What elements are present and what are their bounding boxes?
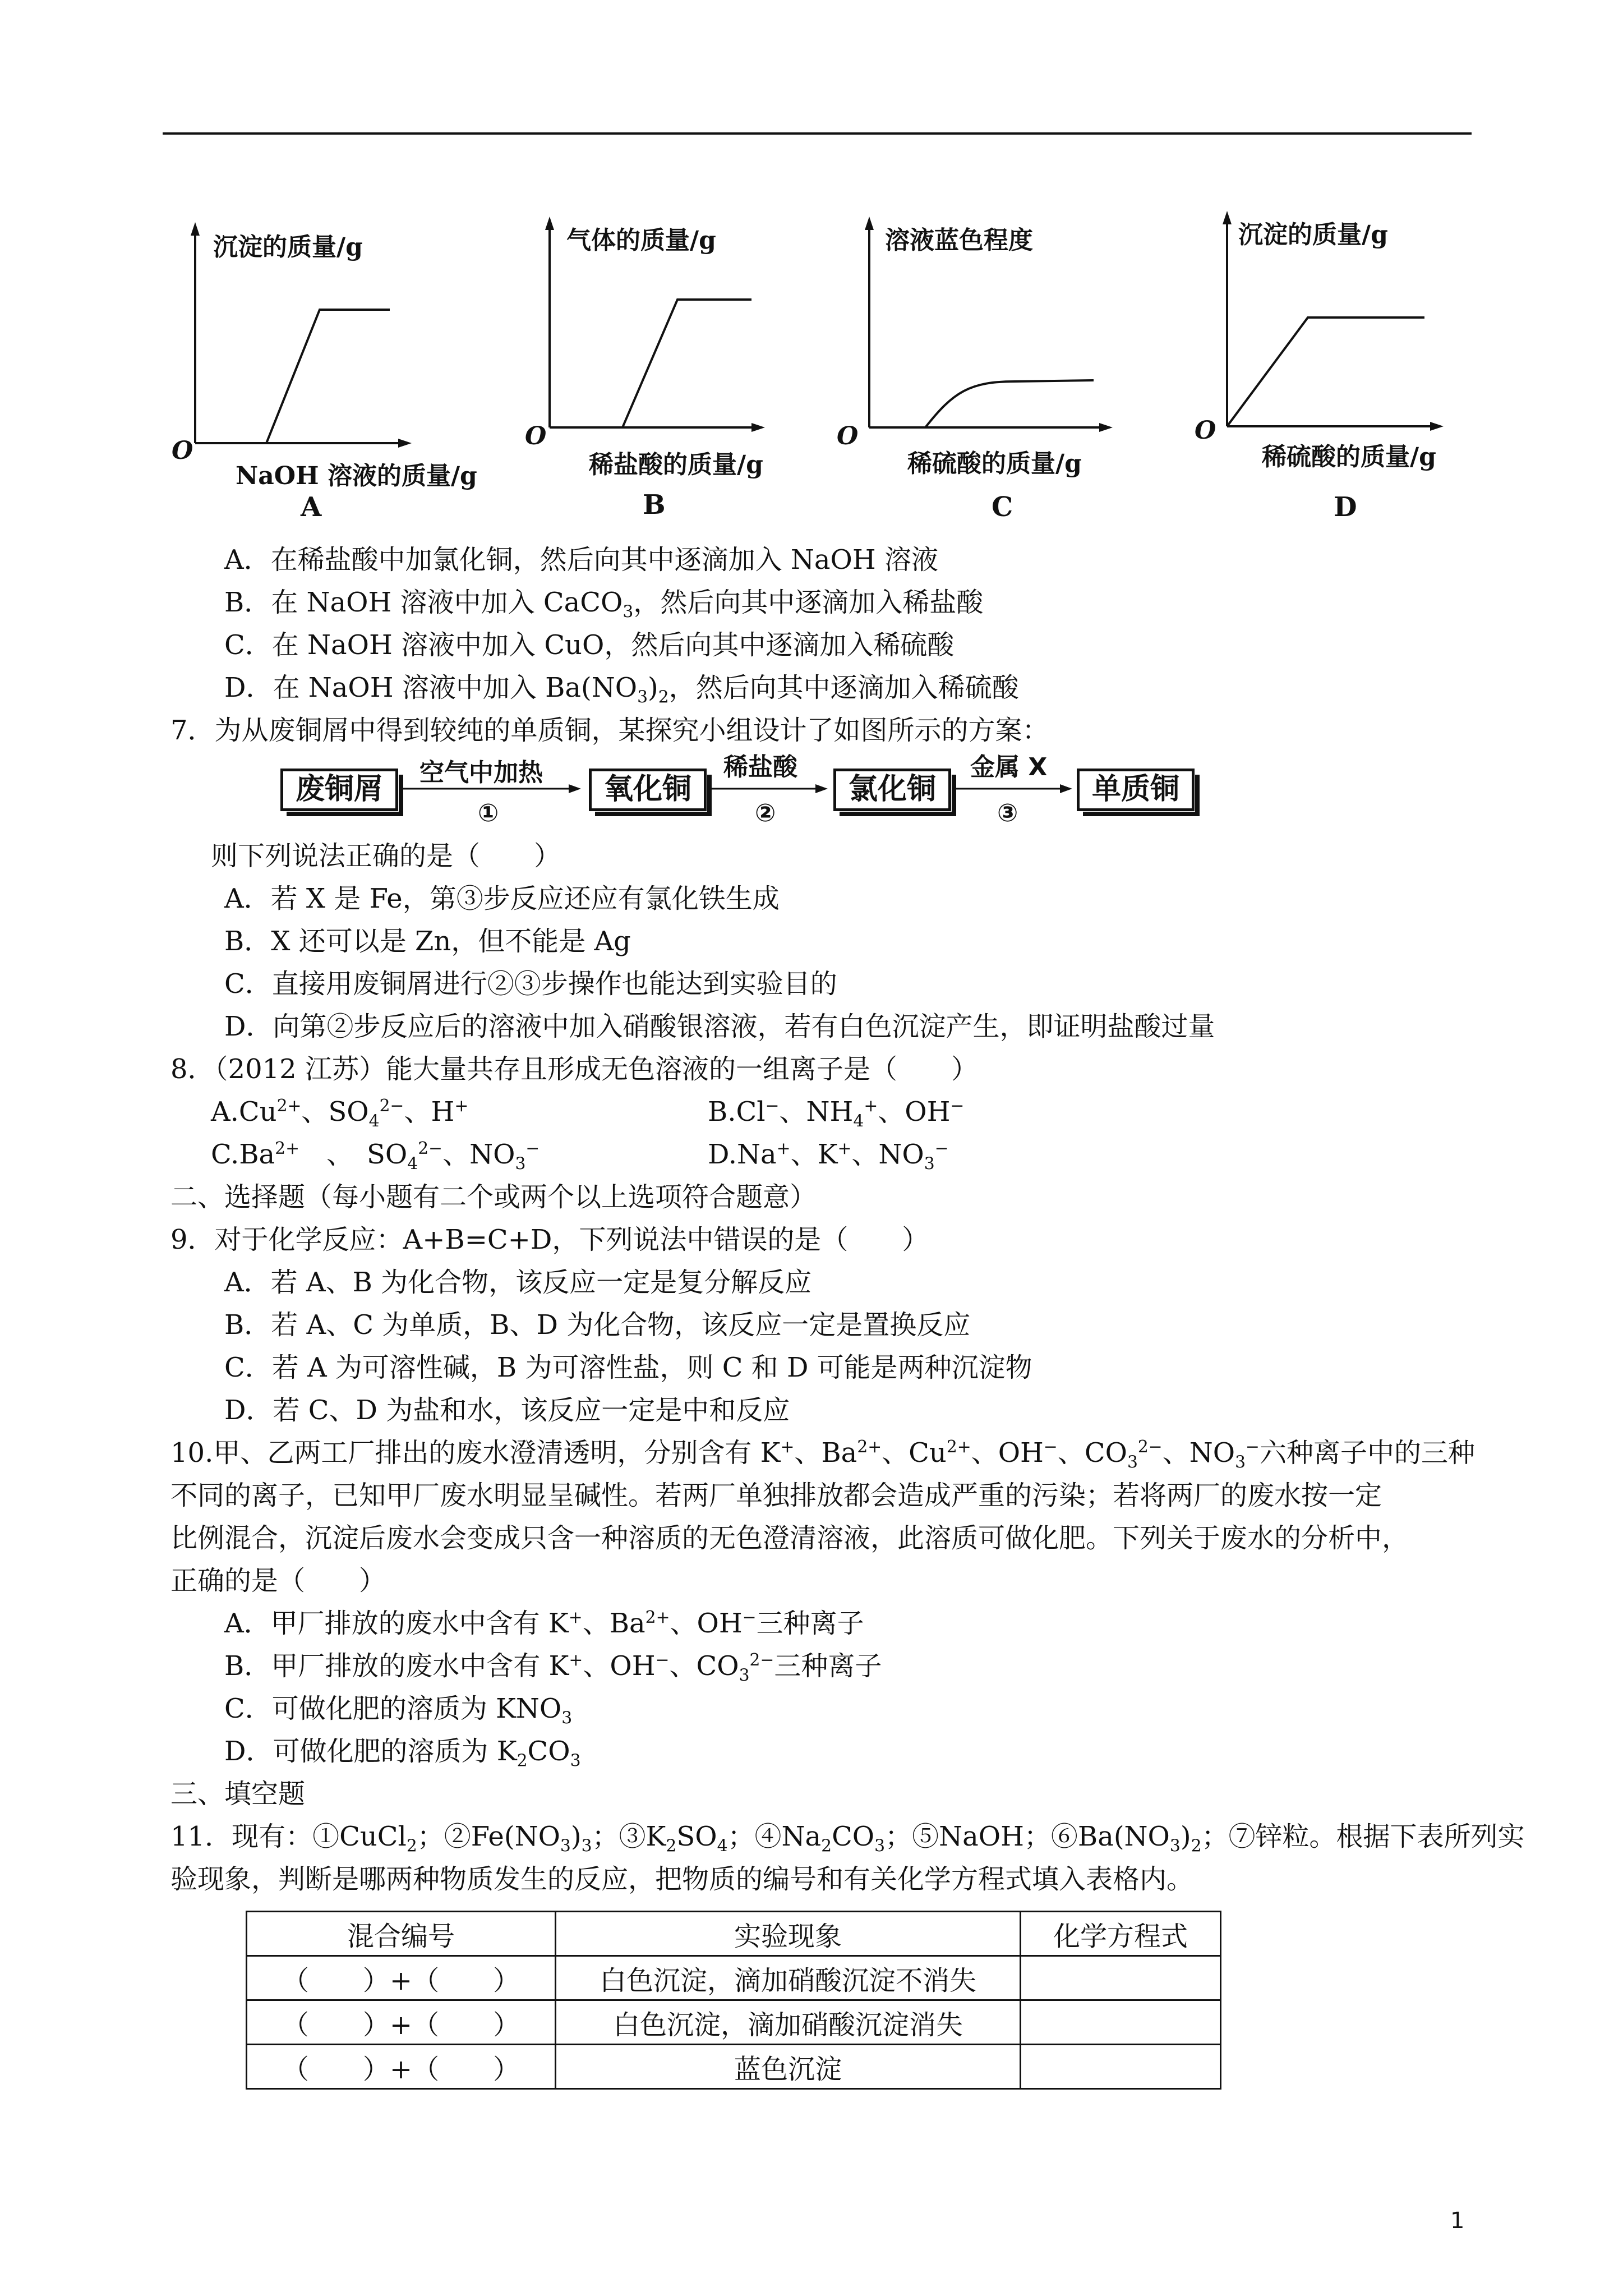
graph-b-ylabel: 气体的质量/g	[566, 226, 716, 255]
graph-a-xlabel: NaOH 溶液的质量/g	[236, 462, 477, 490]
section-3-heading: 三、填空题	[170, 1778, 306, 1810]
graph-d-letter: D	[1334, 491, 1357, 523]
graph-a-ylabel: 沉淀的质量/g	[213, 233, 363, 261]
q10-option-d: D．可做化肥的溶质为 $K_2CO_3$	[224, 1736, 581, 1771]
graph-b-xlabel: 稀盐酸的质量/g	[589, 450, 763, 479]
graph-c-origin: O	[837, 422, 859, 450]
table-cell-phenomenon: 白色沉淀，滴加硝酸沉淀不消失	[556, 1956, 1021, 2000]
flow-box-pure-copper: 单质铜	[1077, 769, 1195, 811]
q6-option-a: A．在稀盐酸中加氯化铜，然后向其中逐滴加入 NaOH 溶液	[224, 544, 939, 576]
table-row	[247, 2045, 1221, 2089]
q7-stem: 7．为从废铜屑中得到较纯的单质铜，某探究小组设计了如图所示的方案：	[170, 715, 1049, 746]
flow-arrow3-label: 金属 X	[970, 753, 1048, 781]
header-rule	[163, 132, 1472, 135]
graph-d-xlabel: 稀硫酸的质量/g	[1262, 443, 1436, 471]
q10-option-b: B．甲厂排放的废水中含有 K+、OH−、$CO_3^{2-}$三种离子	[224, 1650, 882, 1686]
table-row	[247, 1956, 1221, 2000]
q6-option-c: C．在 NaOH 溶液中加入 CuO，然后向其中逐滴加入稀硫酸	[224, 629, 955, 661]
section-2-heading: 二、选择题（每小题有二个或两个以上选项符合题意）	[170, 1181, 817, 1213]
flow-arrow1-label: 空气中加热	[419, 758, 543, 787]
table-row	[247, 2000, 1221, 2045]
flow-arrow3-step: ③	[997, 799, 1018, 827]
flow-arrow1-step: ①	[478, 799, 499, 827]
q11-line2: 验现象，判断是哪两种物质发生的反应，把物质的编号和有关化学方程式填入表格内。	[170, 1864, 1194, 1895]
table-header-mix-id: 混合编号	[247, 1912, 556, 1956]
table-cell-equation[interactable]	[1021, 2000, 1221, 2045]
page-number: 1	[1450, 2208, 1465, 2234]
table-header-equation: 化学方程式	[1021, 1912, 1221, 1956]
q8-stem: 8．（2012 江苏）能大量共存且形成无色溶液的一组离子是（ ）	[170, 1053, 978, 1085]
table-cell-mix-id[interactable]: （ ）+（ ）	[247, 1956, 556, 2000]
q6-option-d: D．在 NaOH 溶液中加入 $Ba(NO_3)_2$，然后向其中逐滴加入稀硫酸	[224, 672, 1019, 707]
table-cell-equation[interactable]	[1021, 2045, 1221, 2089]
graph-c-ylabel: 溶液蓝色程度	[885, 226, 1033, 255]
graph-a-origin: O	[172, 436, 193, 465]
table-cell-mix-id[interactable]: （ ）+（ ）	[247, 2000, 556, 2045]
flow-box-copper-chloride: 氯化铜	[833, 769, 951, 811]
q11-table	[246, 1911, 1221, 2090]
flow-arrow2	[710, 783, 830, 794]
graph-b-origin: O	[525, 422, 547, 450]
q8-option-a: $A.Cu^{2+}$、$SO_4^{2-}$、H+	[211, 1096, 469, 1131]
q10-line4: 正确的是（ ）	[170, 1565, 386, 1596]
q8-option-d: D.Na+、K+、$NO_3^-$	[708, 1139, 949, 1174]
q8-option-b: B.Cl−、$NH_4^+$、OH−	[708, 1096, 965, 1131]
q6-option-b: B．在 NaOH 溶液中加入 CaCO$_3$，然后向其中逐滴加入稀盐酸	[224, 587, 984, 622]
flow-arrow1	[402, 783, 583, 794]
q10-option-a: A．甲厂排放的废水中含有 K+、$Ba^{2+}$、OH−三种离子	[224, 1608, 864, 1639]
q10-option-c: C．可做化肥的溶质为 $KNO_3$	[224, 1693, 573, 1728]
graph-b-letter: B	[643, 489, 666, 521]
graph-c-letter: C	[992, 491, 1013, 523]
q7-option-d: D．向第②步反应后的溶液中加入硝酸银溶液，若有白色沉淀产生，即证明盐酸过量	[224, 1011, 1215, 1042]
flow-box-copper-oxide: 氧化铜	[589, 769, 707, 811]
q9-option-a: A．若 A、B 为化合物，该反应一定是复分解反应	[224, 1267, 812, 1298]
flow-arrow2-step: ②	[755, 799, 776, 827]
q9-option-b: B．若 A、C 为单质，B、D 为化合物，该反应一定是置换反应	[224, 1309, 971, 1341]
q7-option-c: C．直接用废铜屑进行②③步操作也能达到实验目的	[224, 968, 837, 1000]
q7-option-a: A．若 X 是 Fe，第③步反应还应有氯化铁生成	[224, 883, 780, 914]
q11-line1: 11．现有：①CuCl$_2$；$②Fe(NO_3)_3$；$③K_2SO_4$；$④Na_2CO_3$；⑤NaOH；$⑥Ba(NO_3)_2$；⑦锌粒。根据下表所列实	[170, 1821, 1525, 1856]
flow-arrow3	[955, 783, 1075, 794]
q10-line1: 10.甲、乙两工厂排出的废水澄清透明，分别含有 K+、$Ba^{2+}$、$Cu^{2+}$、OH−、$CO_3^{2-}$、$NO_3^-$六种离子中的三种	[170, 1437, 1475, 1473]
q7-option-b: B．X 还可以是 Zn，但不能是 Ag	[224, 926, 631, 957]
table-header-phenomenon: 实验现象	[556, 1912, 1021, 1956]
graph-d-origin: O	[1195, 416, 1216, 445]
flow-box-scrap-copper: 废铜屑	[280, 769, 398, 811]
q8-option-c: $C.Ba^{2+}$ 、 $SO_4^{2-}$、$NO_3^-$	[211, 1139, 540, 1174]
q9-option-d: D．若 C、D 为盐和水，该反应一定是中和反应	[224, 1395, 790, 1426]
graph-c-xlabel: 稀硫酸的质量/g	[907, 449, 1082, 478]
q10-line3: 比例混合，沉淀后废水会变成只含一种溶质的无色澄清溶液，此溶质可做化肥。下列关于废水的分析中，	[170, 1522, 1409, 1554]
q7-prompt: 则下列说法正确的是（ ）	[211, 840, 561, 872]
table-cell-mix-id[interactable]: （ ）+（ ）	[247, 2045, 556, 2089]
table-cell-phenomenon: 白色沉淀，滴加硝酸沉淀消失	[556, 2000, 1021, 2045]
q9-option-c: C．若 A 为可溶性碱，B 为可溶性盐，则 C 和 D 可能是两种沉淀物	[224, 1352, 1032, 1383]
q10-line2: 不同的离子，已知甲厂废水明显呈碱性。若两厂单独排放都会造成严重的污染；若将两厂的废水按一定	[170, 1480, 1382, 1511]
table-cell-equation[interactable]	[1021, 1956, 1221, 2000]
graph-a-letter: A	[301, 491, 322, 523]
graph-d-ylabel: 沉淀的质量/g	[1238, 220, 1388, 249]
table-header-row	[247, 1912, 1221, 1956]
flow-arrow2-label: 稀盐酸	[723, 753, 797, 781]
q9-stem: 9．对于化学反应：A+B=C+D，下列说法中错误的是（ ）	[170, 1224, 929, 1255]
table-cell-phenomenon: 蓝色沉淀	[556, 2045, 1021, 2089]
